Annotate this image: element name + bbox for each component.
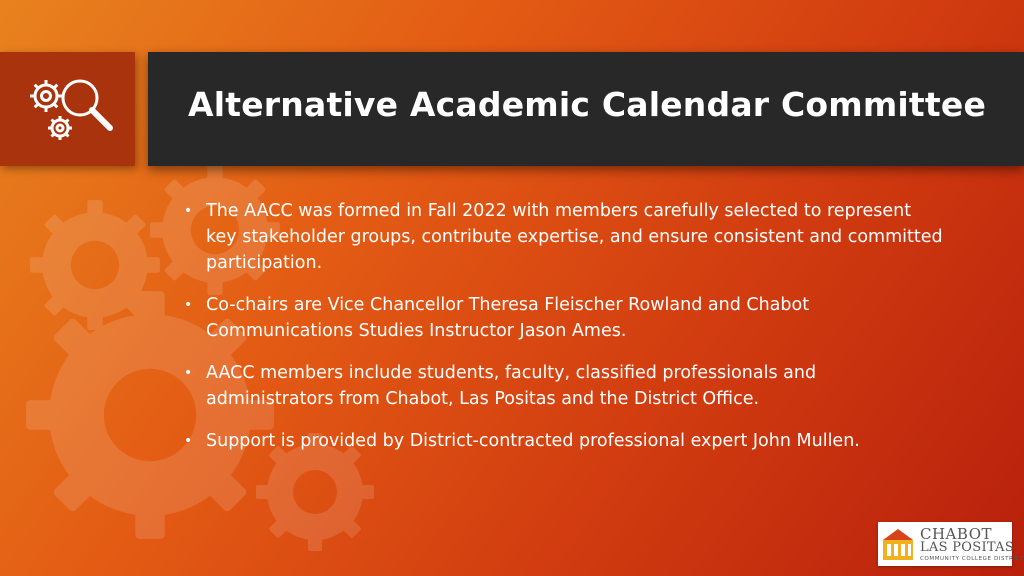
bullet-item xyxy=(184,428,944,454)
bullet-item xyxy=(184,360,944,412)
bullet-item xyxy=(184,198,944,276)
district-logo xyxy=(878,522,1024,566)
title-icon-tile xyxy=(0,52,135,166)
bullet-list xyxy=(184,198,944,470)
district-logo-icon xyxy=(881,526,917,562)
title-bar xyxy=(148,52,1024,166)
slide-title: Alternative Academic Calendar Committee xyxy=(188,85,987,124)
bullet-text: AACC members include students, faculty, classified professionals and administrators from Chabot, Las Positas and the District Office. xyxy=(206,363,817,409)
bullet-marker: • xyxy=(184,433,193,449)
logo-text-chabot: CHABOT xyxy=(920,525,992,543)
logo-text-las-positas: LAS POSITAS xyxy=(920,540,1015,555)
bullet-marker: • xyxy=(184,297,193,313)
bullet-text: Co-chairs are Vice Chancellor Theresa Fleischer Rowland and Chabot Communications Studies Instructor Jason Ames. xyxy=(206,295,810,341)
bullet-marker: • xyxy=(184,365,193,381)
bullet-text: The AACC was formed in Fall 2022 with members carefully selected to represent key stakeholder groups, contribute expertise, and ensure consistent and committed participation. xyxy=(206,201,943,273)
bullet-item xyxy=(184,292,944,344)
bullet-marker: • xyxy=(184,203,193,219)
bullet-text: Support is provided by District-contracted professional expert John Mullen. xyxy=(206,431,860,451)
logo-text-district: COMMUNITY COLLEGE DISTRICT xyxy=(920,556,1024,562)
gears-magnifier-icon xyxy=(22,70,114,148)
